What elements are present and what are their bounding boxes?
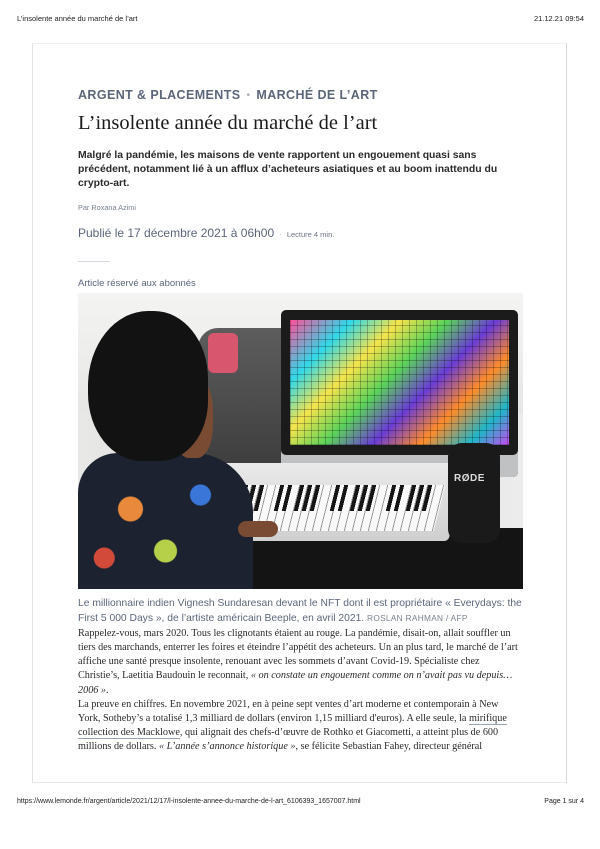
- photo-microphone: [448, 443, 500, 543]
- paragraph-end: , se félicite Sebastian Fahey, directeur général: [295, 741, 483, 753]
- article: [78, 86, 523, 755]
- paragraph-end: .: [106, 684, 109, 696]
- reading-time: Lecture 4 min.: [286, 229, 335, 239]
- paragraph-text: Rappelez-vous, mars 2020. Tous les clignotants étaient au rouge. La pandémie, disait-on, allait souffler un tiers des marchands, enterrer les foires et éteindre l’appétit des acheteurs. Un an plus tard, le marché de l’art affiche une santé presque insolente, renouant avec les sommets d’avant Covid-19. Spécialiste chez Christie’s, Laetitia Baudouin le reconnait,: [78, 627, 518, 682]
- breadcrumb: [78, 86, 523, 104]
- breadcrumb-item-marche-de-l-art[interactable]: MARCHÉ DE L’ART: [256, 88, 378, 102]
- breadcrumb-separator: •: [246, 89, 251, 101]
- article-body: [78, 627, 523, 755]
- article-photo: [78, 293, 523, 589]
- breadcrumb-item-argent-placements[interactable]: ARGENT & PLACEMENTS: [78, 88, 241, 102]
- meta-separator: ·: [279, 229, 282, 239]
- photo-credit: ROSLAN RAHMAN / AFP: [367, 613, 468, 624]
- print-url: https://www.lemonde.fr/argent/article/2021/12/17/l-insolente-annee-du-marche-de-l-art_6106393_1657007.html: [17, 798, 361, 805]
- quote: « L’année s’annonce historique »: [158, 741, 296, 753]
- article-standfirst: Malgré la pandémie, les maisons de vente rapportent un engouement quasi sans précédent, notamment lié à un afflux d’acheteurs asiatiques et au boom inattendu du crypto-art.: [78, 149, 498, 189]
- print-document-title: L’insolente année du marché de l’art: [17, 14, 138, 23]
- macklowe-collection-link[interactable]: mirifique collection des Macklowe: [78, 712, 507, 739]
- caption-text: Le millionnaire indien Vignesh Sundaresan devant le NFT dont il est propriétaire « Everydays: the First 5 000 Days », de l’artiste américain Beeple, en avril 2021.: [78, 597, 522, 625]
- quote: « on constate un engouement comme on n’avait pas vu depuis… 2006 »: [78, 670, 513, 696]
- photo-person-hand: [238, 521, 278, 537]
- photo-caption: [78, 597, 523, 627]
- print-datetime: 21.12.21 09:54: [533, 14, 584, 23]
- publication-date: Publié le 17 décembre 2021 à 06h00: [78, 225, 275, 240]
- photo-mic-brand: RØDE: [454, 472, 485, 484]
- paragraph-text: La preuve en chiffres. En novembre 2021, en à peine sept ventes d’art moderne et contemporain à New York, Sotheby’s a totalisé 1,3 milliard de dollars (environ 1,15 milliard d'euros). A elle seule, la: [78, 698, 499, 724]
- photo-person-shirt: [78, 453, 253, 589]
- paragraph: [78, 627, 523, 698]
- photo-nft-mosaic: [290, 320, 509, 445]
- byline-prefix: Par: [78, 202, 92, 212]
- print-footer: [17, 798, 584, 805]
- print-page-number: Page 1 sur 4: [544, 798, 584, 805]
- page-title: L’insolente année du marché de l’art: [78, 112, 378, 134]
- photo-pillow: [208, 333, 238, 373]
- byline: [78, 203, 523, 212]
- publication-meta: [78, 226, 523, 240]
- divider: [78, 261, 110, 262]
- paragraph: [78, 698, 523, 755]
- subscribers-only-label: Article réservé aux abonnés: [78, 277, 196, 289]
- paragraph-text: , qui alignait des chefs-d’œuvre de Rothko et Giacometti, a atteint plus de 600 millions de dollars.: [78, 727, 499, 753]
- author-link[interactable]: Roxana Azimi: [91, 202, 137, 212]
- print-header: [17, 14, 584, 26]
- photo-person-head: [88, 311, 208, 461]
